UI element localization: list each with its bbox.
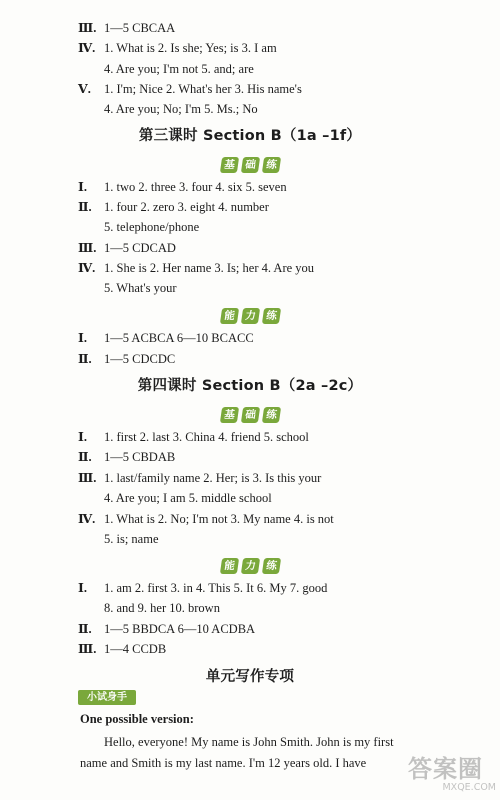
site-watermark xyxy=(408,756,496,796)
badge-char: 基 xyxy=(219,407,238,423)
basic-practice-badge xyxy=(0,155,500,173)
basic-practice-badge xyxy=(0,405,500,423)
paragraph-line: Hello, everyone! My name is John Smith. John is my first xyxy=(104,735,394,749)
ability-practice-badge xyxy=(0,556,500,574)
badge-char: 练 xyxy=(261,558,280,574)
try-it-tag: 小试身手 xyxy=(78,690,136,705)
badge-char: 练 xyxy=(261,157,280,173)
writing-heading: 单元写作专项 xyxy=(205,669,295,685)
watermark-logo-text: 答案圈 xyxy=(408,755,483,783)
paragraph-line: name and Smith is my last name. I'm 12 years old. I have xyxy=(80,756,367,770)
badge-char: 能 xyxy=(219,558,238,574)
badge-char: 练 xyxy=(261,308,280,324)
badge-char: 能 xyxy=(219,308,238,324)
ability-practice-badge xyxy=(0,306,500,324)
section-heading: 第三课时 Section B（1a –1f） xyxy=(138,128,362,144)
badge-char: 力 xyxy=(240,308,259,324)
badge-char: 练 xyxy=(261,407,280,423)
badge-char: 础 xyxy=(240,157,259,173)
version-label: One possible version: xyxy=(80,712,194,726)
badge-char: 力 xyxy=(240,558,259,574)
badge-char: 基 xyxy=(219,157,238,173)
badge-char: 础 xyxy=(240,407,259,423)
watermark-url: MXQE.COM xyxy=(442,782,496,793)
section-heading: 第四课时 Section B（2a –2c） xyxy=(137,378,363,394)
